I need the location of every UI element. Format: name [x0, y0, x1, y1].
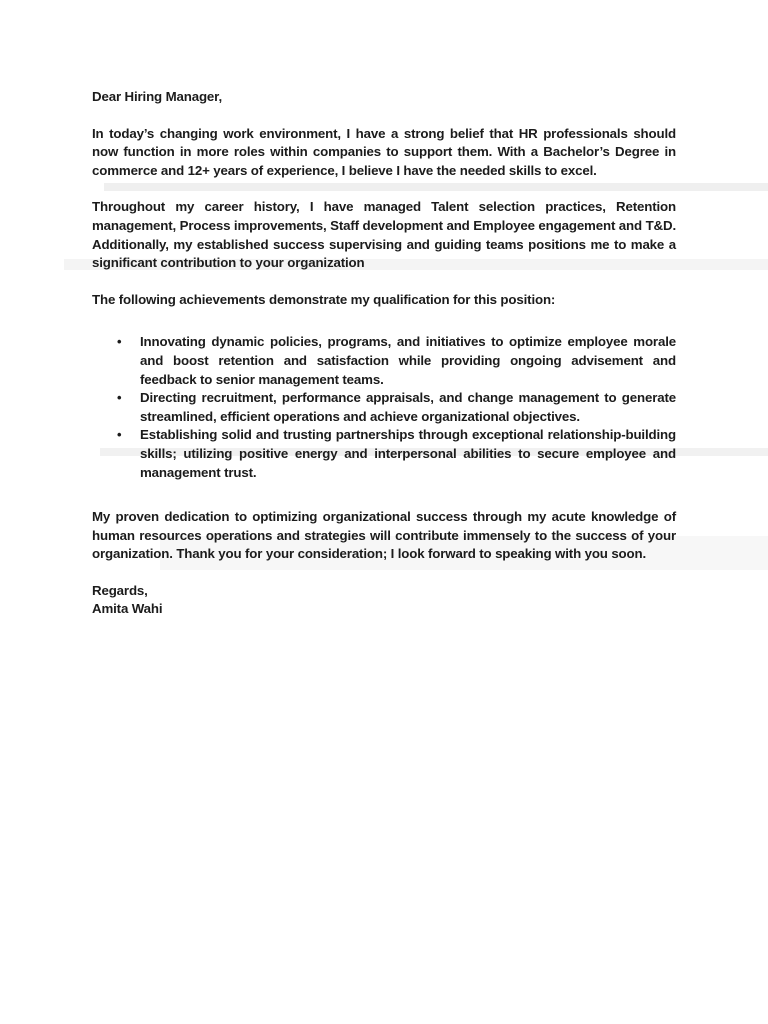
achievement-text: Establishing solid and trusting partnerships through exceptional relationship-building skills; utilizing positive energy and interpersonal abilities to secure employee and management trust.: [140, 427, 676, 480]
paragraph-intro: In today’s changing work environment, I have a strong belief that HR professionals should now function in more roles within companies to support them. With a Bachelor’s Degree in commerce and 12+ years of experience, I believe I have the needed skills to excel.: [92, 125, 676, 178]
bullet-icon: •: [117, 427, 122, 443]
list-item: [117, 333, 676, 389]
achievement-text: Innovating dynamic policies, programs, and initiatives to optimize employee morale and boost retention and satisfaction while providing ongoing advisement and feedback to senior management teams.: [140, 334, 676, 387]
bullet-icon: •: [117, 334, 122, 350]
signature-block: [92, 582, 676, 619]
paragraph-career-history: Throughout my career history, I have managed Talent selection practices, Retention management, Process improvements, Staff development and Employee engagement and T&D. Additionally, my established success supervising and guiding teams positions me to make a significant contribution to your organization: [92, 199, 676, 271]
salutation: Dear Hiring Manager,: [92, 89, 223, 104]
paragraph-achievements-lead-in: The following achievements demonstrate my qualification for this position:: [92, 291, 556, 307]
list-item: [117, 389, 676, 426]
achievement-text: Directing recruitment, performance appraisals, and change management to generate streamlined, efficient operations and achieve organizational objectives.: [140, 390, 676, 424]
paragraph-closing: My proven dedication to optimizing organizational success through my acute knowledge of human resources operations and strategies will contribute immensely to the success of your organization. Thank you for your consideration; I look forward to speaking with you soon.: [92, 509, 676, 562]
signature-name: Amita Wahi: [92, 601, 163, 617]
bullet-icon: •: [117, 390, 122, 406]
achievements-list: [92, 333, 676, 482]
sign-off: Regards,: [92, 582, 148, 598]
list-item: [117, 426, 676, 482]
